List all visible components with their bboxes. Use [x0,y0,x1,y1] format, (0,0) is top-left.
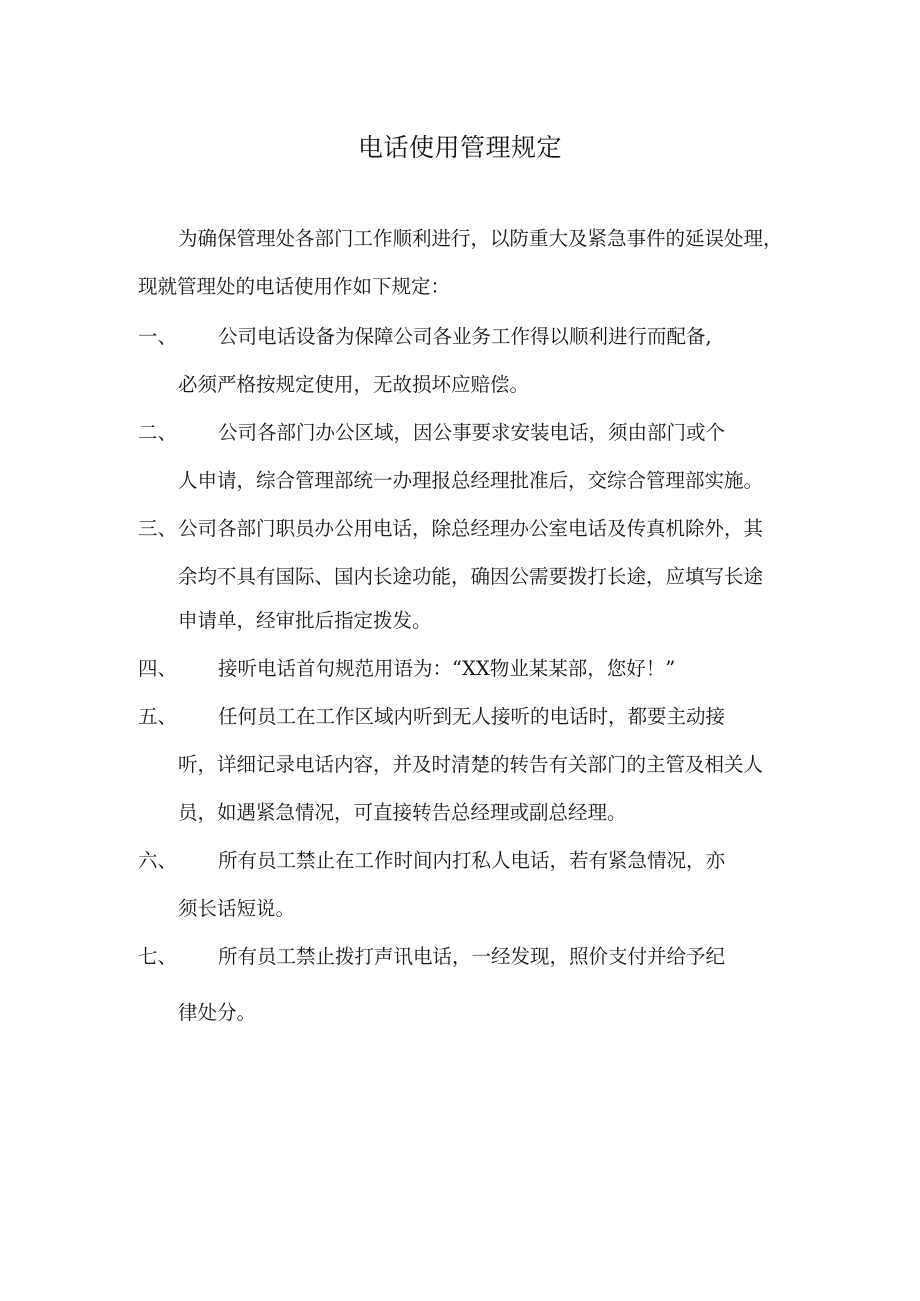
item-2-number: 二、 [138,421,178,444]
item-2-line-2: 人申请，综合管理部统一办理报总经理批准后，交综合管理部实施。 [178,469,764,492]
item-2-line-1: 公司各部门办公区域，因公事要求安装电话，须由部门或个 [218,421,726,444]
item-3-line-1: 公司各部门职员办公用电话，除总经理办公室电话及传真机除外，其 [178,517,764,540]
item-1-line-2: 必须严格按规定使用，无故损坏应赔偿。 [178,373,530,396]
item-1-number: 一、 [138,325,178,348]
item-4-line-1: 接听电话首句规范用语为：“XX物业某某部，您好！” [218,657,676,680]
item-3-line-2: 余均不具有国际、国内长途功能，确因公需要拨打长途，应填写长途 [178,565,764,588]
item-7-line-1: 所有员工禁止拨打声讯电话，一经发现，照价支付并给予纪 [218,945,726,968]
document-title: 电话使用管理规定 [357,133,562,162]
item-5-line-3: 员，如遇紧急情况，可直接转告总经理或副总经理。 [178,801,627,824]
item-4-number: 四、 [138,657,178,680]
intro-line-2: 现就管理处的电话使用作如下规定： [138,275,451,298]
item-3-line-3: 申请单，经审批后指定拨发。 [178,609,432,632]
intro-line-1: 为确保管理处各部门工作顺利进行，以防重大及紧急事件的延误处理， [178,227,783,250]
item-7-number: 七、 [138,945,178,968]
item-3-number: 三、 [138,517,178,540]
item-6-line-1: 所有员工禁止在工作时间内打私人电话，若有紧急情况，亦 [218,849,726,872]
item-5-number: 五、 [138,705,178,728]
item-6-number: 六、 [138,849,178,872]
item-7-line-2: 律处分。 [178,1001,257,1024]
item-5-line-1: 任何员工在工作区域内听到无人接听的电话时，都要主动接 [218,705,726,728]
item-6-line-2: 须长话短说。 [178,897,296,920]
item-5-line-2: 听，详细记录电话内容，并及时清楚的转告有关部门的主管及相关人 [178,753,764,776]
item-1-line-1: 公司电话设备为保障公司各业务工作得以顺利进行而配备, [218,325,712,348]
